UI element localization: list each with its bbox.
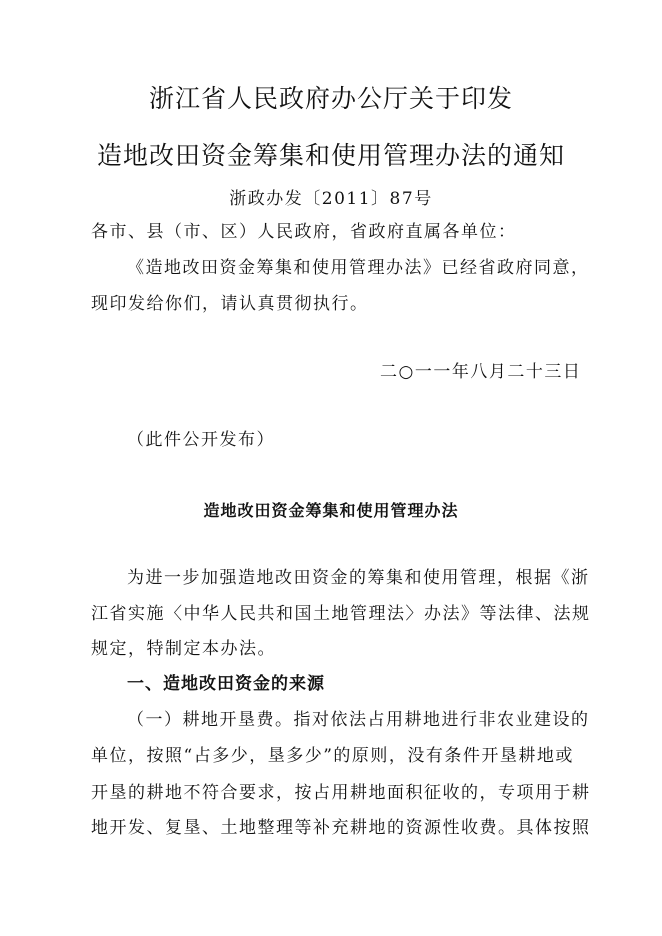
notice-body-line-1: 《造地改田资金筹集和使用管理办法》已经省政府同意，: [127, 258, 590, 278]
publication-note: （此件公开发布）: [127, 430, 275, 450]
section-1-heading: 一、造地改田资金的来源: [127, 674, 325, 694]
document-number: 浙政办发〔2011〕87号: [229, 189, 433, 209]
item-1-line-4: 地开发、复垦、土地整理等补充耕地的资源性收费。具体按照: [91, 818, 591, 838]
intro-line-2: 江省实施〈中华人民共和国土地管理法〉办法》等法律、法规: [91, 604, 591, 624]
regulation-title: 造地改田资金筹集和使用管理办法: [203, 501, 459, 520]
item-1-line-2: 单位，按照“占多少，垦多少”的原则，没有条件开垦耕地或: [91, 746, 574, 766]
issue-date: 二○一一年八月二十三日: [380, 362, 582, 382]
notice-body-line-2: 现印发给你们，请认真贯彻执行。: [91, 294, 369, 314]
notice-title-line-2: 造地改田资金筹集和使用管理办法的通知: [96, 141, 565, 170]
intro-line-3: 规定，特制定本办法。: [91, 639, 276, 659]
item-1-line-3: 开垦的耕地不符合要求，按占用耕地面积征收的，专项用于耕: [91, 783, 591, 803]
notice-title-line-1: 浙江省人民政府办公厅关于印发: [148, 84, 513, 113]
item-1-line-1: （一）耕地开垦费。指对依法占用耕地进行非农业建设的: [127, 710, 590, 730]
addressee: 各市、县（市、区）人民政府，省政府直属各单位：: [91, 222, 517, 242]
intro-line-1: 为进一步加强造地改田资金的筹集和使用管理，根据《浙: [127, 568, 590, 588]
